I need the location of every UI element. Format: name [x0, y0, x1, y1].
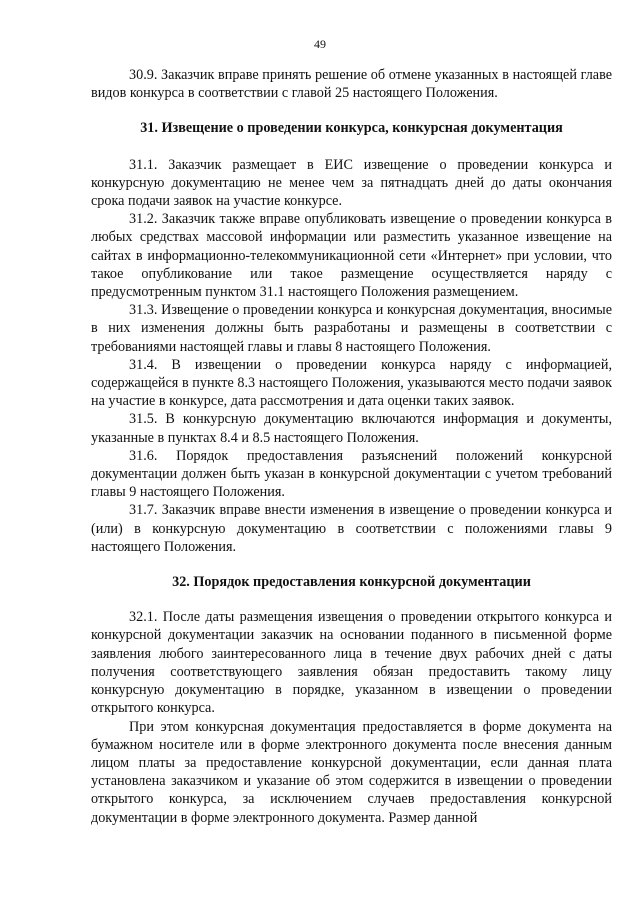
paragraph-31-3: 31.3. Извещение о проведении конкурса и конкурсная документация, вносимые в них изменения должны быть разработаны и размещены в соответствии с требованиями настоящей главы и главы 8 настоящего Положения.	[91, 302, 612, 355]
section-heading-31: 31. Извещение о проведении конкурса, конкурсная документация	[140, 120, 563, 137]
paragraph-31-2: 31.2. Заказчик также вправе опубликовать извещение о проведении конкурса в любых средствах массовой информации или разместить указанное извещение на сайтах в информационно-телекоммуникационной сети «Интернет» при условии, что такое опубликование или такое размещение осуществляется наряду с предусмотренным пунктом 31.1 настоящего Положения размещением.	[91, 211, 612, 301]
paragraph-30-9: 30.9. Заказчик вправе принять решение об отмене указанных в настоящей главе видов конкурса в соответствии с главой 25 настоящего Положения.	[91, 67, 612, 102]
paragraph-31-5: 31.5. В конкурсную документацию включаются информация и документы, указанные в пунктах 8.4 и 8.5 настоящего Положения.	[91, 411, 612, 446]
paragraph-32-1-continued: При этом конкурсная документация предоставляется в форме документа на бумажном носителе или в форме электронного документа после внесения данным лицом платы за предоставление конкурсной документации, если данная плата установлена заказчиком и указание об этом содержится в извещении о проведении открытого конкурса, за исключением случаев предоставления конкурсной документации в форме электронного документа. Размер данной	[91, 718, 612, 826]
paragraph-32-1: 32.1. После даты размещения извещения о проведении открытого конкурса и конкурсной документации заказчик на основании поданного в письменной форме заявления любого заинтересованного лица в течение двух рабочих дней с даты получения соответствующего заявления обязан предоставить такому лицу конкурсную документацию в порядке, указанном в извещении о проведении открытого конкурса.	[91, 609, 612, 717]
page-number: 49	[314, 37, 326, 51]
document-body	[91, 66, 612, 827]
paragraph-31-6: 31.6. Порядок предоставления разъяснений положений конкурсной документации должен быть указан в конкурсной документации с учетом требований главы 9 настоящего Положения.	[91, 447, 612, 501]
paragraph-31-4: 31.4. В извещении о проведении конкурса наряду с информацией, содержащейся в пункте 8.3 настоящего Положения, указываются место подачи заявок на участие в конкурсе, дата рассмотрения и дата оценки таких заявок.	[91, 356, 612, 410]
paragraph-31-7: 31.7. Заказчик вправе внести изменения в извещение о проведении конкурса и (или) в конкурсную документацию в соответствии с положениями главы 9 настоящего Положения.	[91, 502, 612, 555]
section-heading-32: 32. Порядок предоставления конкурсной документации	[172, 574, 531, 591]
paragraph-31-1: 31.1. Заказчик размещает в ЕИС извещение о проведении конкурса и конкурсную документацию не менее чем за пятнадцать дней до даты окончания срока подачи заявок на участие конкурсе.	[91, 156, 612, 210]
